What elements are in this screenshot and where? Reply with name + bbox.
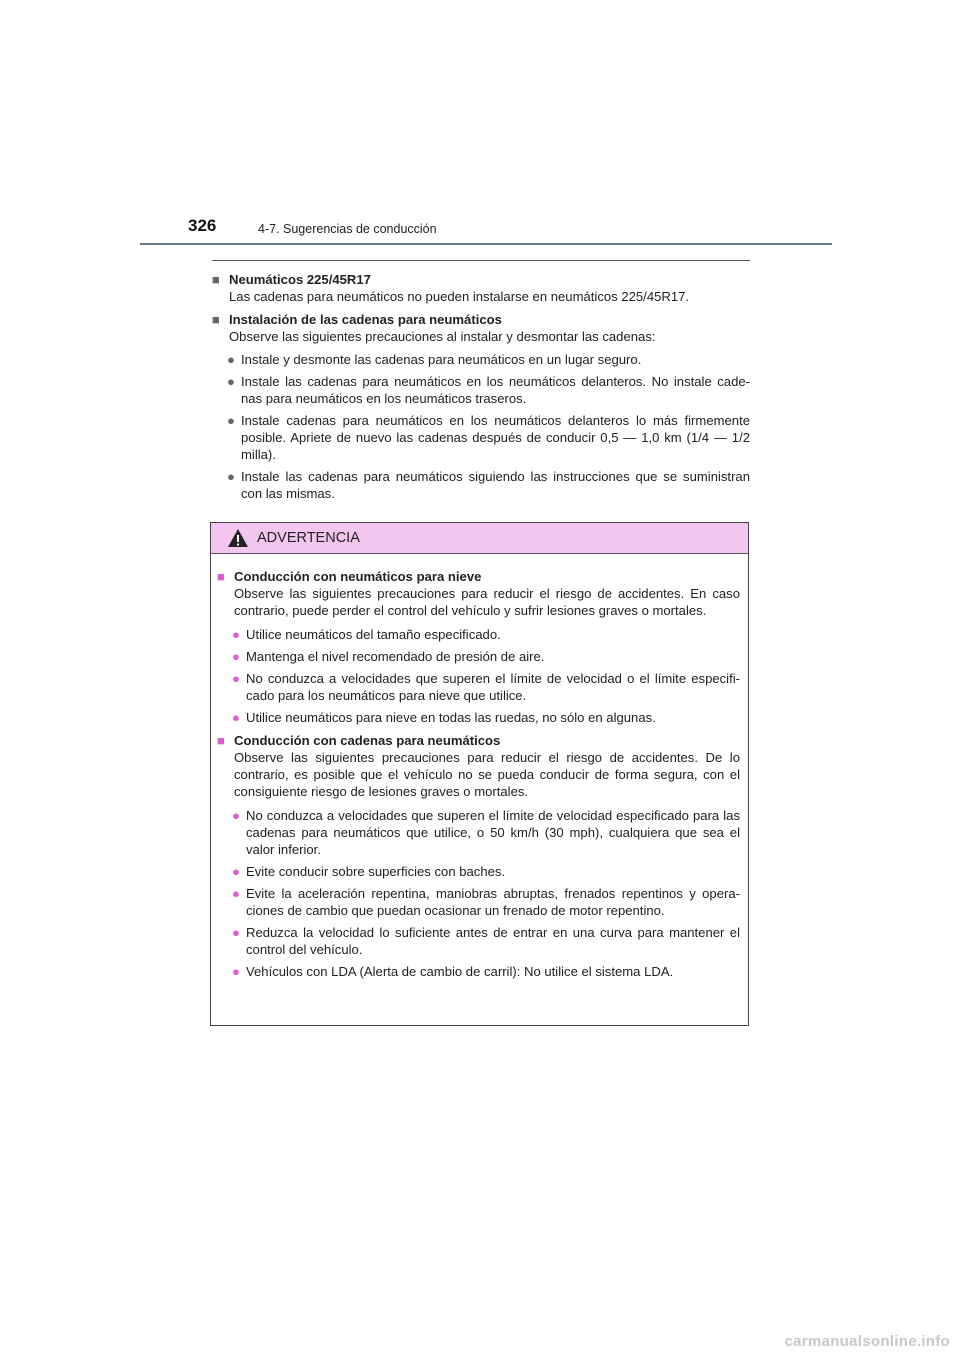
circle-bullet-icon: ●: [232, 808, 240, 823]
heading-tires-225: [212, 271, 750, 288]
circle-bullet-icon: ●: [232, 886, 240, 901]
list-item-text: Evite la aceleración repentina, maniobras abruptas, frenados repentinos y opera-ciones de cambio que puedan ocasionar un frenado de motor repentino.: [246, 886, 740, 918]
list-item: [217, 885, 740, 919]
section-title: 4-7. Sugerencias de conducción: [258, 222, 437, 236]
list-item-text: Evite conducir sobre superficies con baches.: [246, 864, 506, 879]
list-item: [217, 626, 740, 643]
list-item-text: Reduzca la velocidad lo suficiente antes de entrar en una curva para mantener el control del vehículo.: [246, 925, 740, 957]
list-item-text: Instale las cadenas para neumáticos siguiendo las instrucciones que se suministran con las mismas.: [241, 469, 750, 501]
list-item: [212, 351, 750, 368]
list-item: [217, 963, 740, 980]
list-item-text: Vehículos con LDA (Alerta de cambio de carril): No utilice el sistema LDA.: [246, 964, 674, 979]
circle-bullet-icon: ●: [232, 964, 240, 979]
list-item-text: Utilice neumáticos para nieve en todas las ruedas, no sólo en algunas.: [246, 710, 656, 725]
paragraph: Observe las siguientes precauciones para reducir el riesgo de accidentes. En caso contrario, puede perder el control del vehículo y sufrir lesiones graves o mortales.: [234, 586, 740, 618]
list-item-text: No conduzca a velocidades que superen el límite de velocidad o el límite especifi-cado para los neumáticos para nieve que utilice.: [246, 671, 740, 703]
circle-bullet-icon: ●: [227, 374, 235, 389]
square-bullet-icon: ■: [217, 733, 225, 748]
list-item: [212, 412, 750, 463]
warning-box: [210, 522, 749, 1026]
warning-body: [211, 554, 748, 980]
circle-bullet-icon: ●: [232, 649, 240, 664]
square-bullet-icon: ■: [217, 569, 225, 584]
list-item: [217, 863, 740, 880]
heading-text: Instalación de las cadenas para neumáticos: [229, 312, 502, 327]
square-bullet-icon: ■: [212, 312, 220, 327]
list-item: [212, 373, 750, 407]
paragraph: Observe las siguientes precauciones al instalar y desmontar las cadenas:: [229, 329, 656, 344]
list-item-text: Instale cadenas para neumáticos en los neumáticos delanteros lo más firmemente posible. Apriete de nuevo las cadenas después de conducir 0,5 — 1,0 km (1/4 — 1/2 milla).: [241, 413, 750, 462]
heading-text: Neumáticos 225/45R17: [229, 272, 371, 287]
list-item-text: Mantenga el nivel recomendado de presión de aire.: [246, 649, 545, 664]
list-item-text: Instale y desmonte las cadenas para neumáticos en un lugar seguro.: [241, 352, 642, 367]
circle-bullet-icon: ●: [227, 413, 235, 428]
heading-text: Conducción con neumáticos para nieve: [234, 569, 482, 584]
main-content: [212, 268, 750, 502]
circle-bullet-icon: ●: [227, 352, 235, 367]
square-bullet-icon: ■: [212, 272, 220, 287]
paragraph: Las cadenas para neumáticos no pueden instalarse en neumáticos 225/45R17.: [229, 289, 690, 304]
circle-bullet-icon: ●: [232, 864, 240, 879]
circle-bullet-icon: ●: [232, 710, 240, 725]
list-item: [217, 709, 740, 726]
list-item-text: Instale las cadenas para neumáticos en los neumáticos delanteros. No instale cade-nas para neumáticos en los neumáticos traseros.: [241, 374, 750, 406]
circle-bullet-icon: ●: [232, 627, 240, 642]
warning-triangle-icon: [227, 528, 249, 548]
list-item: [217, 924, 740, 958]
header-divider: [140, 243, 832, 245]
heading-text: Conducción con cadenas para neumáticos: [234, 733, 501, 748]
list-item: [212, 468, 750, 502]
page-number: 326: [188, 216, 217, 235]
circle-bullet-icon: ●: [232, 671, 240, 686]
heading-chain-installation: [212, 311, 750, 328]
list-item: [217, 670, 740, 704]
circle-bullet-icon: ●: [227, 469, 235, 484]
heading-snow-tires: [217, 568, 740, 585]
list-item-text: No conduzca a velocidades que superen el límite de velocidad especificado para las cadenas para neumáticos que utilice, o 50 km/h (30 mph), cualquiera que sea el valor inferior.: [246, 808, 740, 857]
list-item: [217, 648, 740, 665]
content-divider: [212, 260, 750, 261]
list-item-text: Utilice neumáticos del tamaño especificado.: [246, 627, 501, 642]
heading-snow-chains: [217, 732, 740, 749]
list-item: [217, 807, 740, 858]
watermark: carmanualsonline.info: [784, 1333, 950, 1350]
warning-header: [211, 523, 748, 554]
circle-bullet-icon: ●: [232, 925, 240, 940]
paragraph: Observe las siguientes precauciones para reducir el riesgo de accidentes. De lo contrario, es posible que el vehículo no se pueda conducir de forma segura, con el consiguiente riesgo de lesiones graves o mortales.: [234, 750, 740, 799]
warning-title: ADVERTENCIA: [257, 530, 360, 546]
